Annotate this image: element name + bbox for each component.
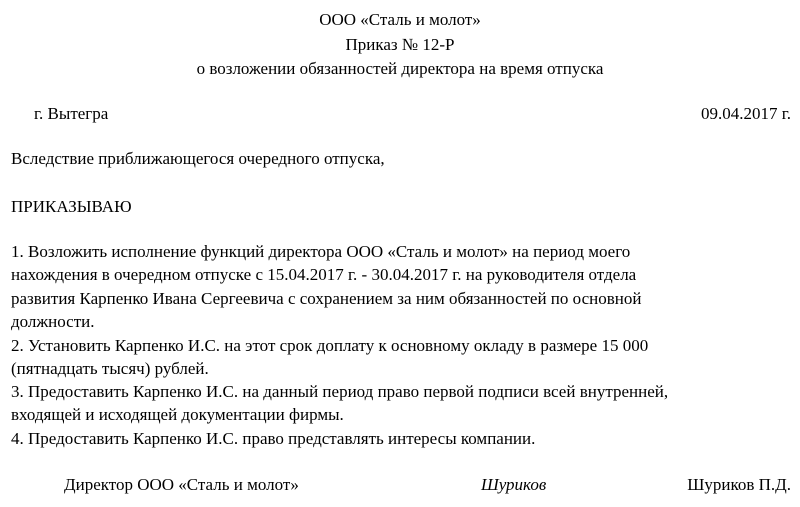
body-line-5: 2. Установить Карпенко И.С. на этот срок доплату к основному окладу в размере 15 000 <box>11 336 649 355</box>
body-line-7: 3. Предоставить Карпенко И.С. на данный период право первой подписи всей внутренней, <box>11 382 669 401</box>
body-line-2: нахождения в очередном отпуске с 15.04.2017 г. - 30.04.2017 г. на руководителя отдела <box>11 265 637 284</box>
signature: Шуриков <box>481 475 547 494</box>
body-line-3: развития Карпенко Ивана Сергеевича с сохранением за ним обязанностей по основной <box>11 289 642 308</box>
city: г. Вытегра <box>34 104 109 123</box>
body-line-4: должности. <box>11 312 95 331</box>
order-subject: о возложении обязанностей директора на время отпуска <box>196 59 604 78</box>
order-word: ПРИКАЗЫВАЮ <box>11 197 132 216</box>
order-number: Приказ № 12-Р <box>345 35 455 54</box>
body-line-8: входящей и исходящей документации фирмы. <box>11 405 344 424</box>
order-date: 09.04.2017 г. <box>700 104 791 123</box>
company-name: ООО «Сталь и молот» <box>319 10 481 29</box>
preamble: Вследствие приближающегося очередного отпуска, <box>11 149 385 168</box>
body-line-9: 4. Предоставить Карпенко И.С. право представлять интересы компании. <box>11 429 536 448</box>
body-line-6: (пятнадцать тысяч) рублей. <box>11 359 209 378</box>
signer-position: Директор ООО «Сталь и молот» <box>64 475 299 494</box>
signer-name: Шуриков П.Д. <box>687 475 791 494</box>
body-line-1: 1. Возложить исполнение функций директора ООО «Сталь и молот» на период моего <box>11 242 631 261</box>
